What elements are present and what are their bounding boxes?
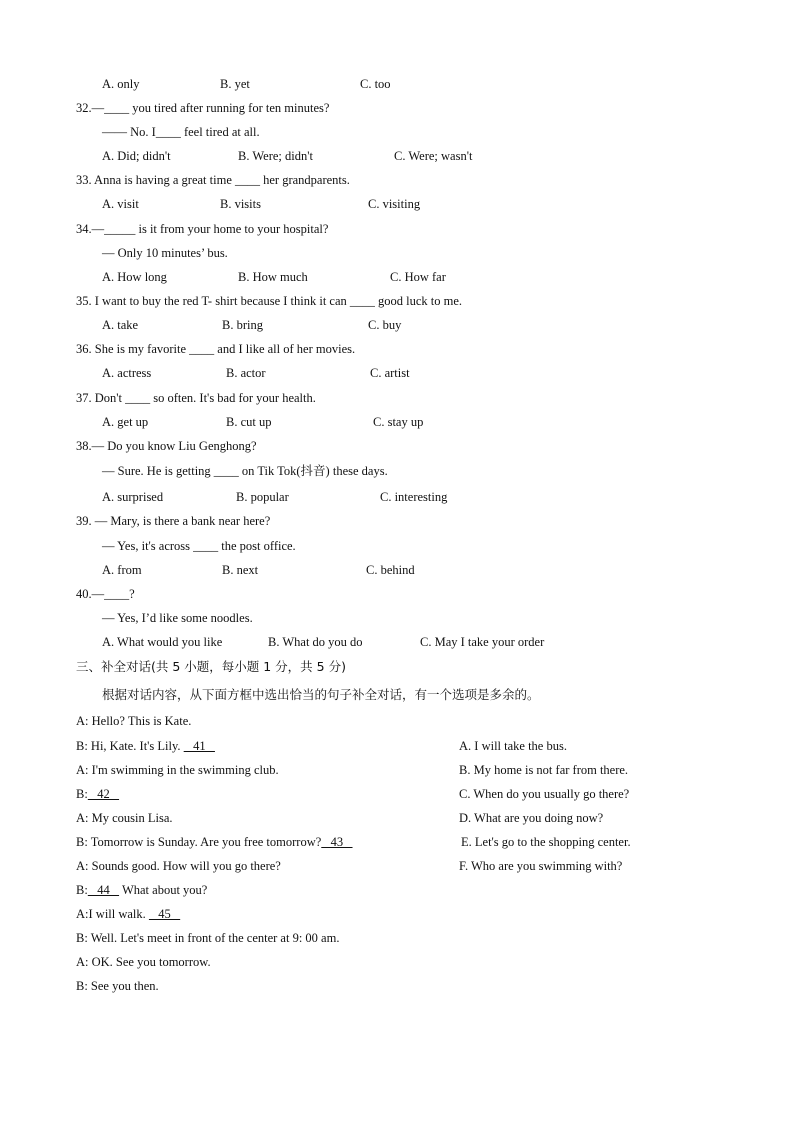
dialogue-line-9-text: A:I will walk. xyxy=(76,907,149,921)
dialogue-line-8-text: What about you? xyxy=(119,883,208,897)
dialogue-line-6 xyxy=(76,834,353,850)
q38-reply: — Sure. He is getting ____ on Tik Tok(抖音) these days. xyxy=(102,464,388,478)
q36-option-b: B. actor xyxy=(226,366,266,380)
choice-f: F. Who are you swimming with? xyxy=(459,859,623,873)
q33-option-a: A. visit xyxy=(102,197,139,211)
q40-option-a: A. What would you like xyxy=(102,635,223,649)
q37-stem: 37. Don't ____ so often. It's bad for your health. xyxy=(76,391,316,405)
blank-43[interactable]: 43 xyxy=(321,835,353,849)
q35-option-a: A. take xyxy=(102,318,139,332)
choice-c: C. When do you usually go there? xyxy=(459,787,630,801)
q35-option-c: C. buy xyxy=(368,318,402,332)
q38-stem: 38.— Do you know Liu Genghong? xyxy=(76,439,257,453)
choice-a: A. I will take the bus. xyxy=(459,739,567,753)
choice-e: E. Let's go to the shopping center. xyxy=(461,835,631,849)
dialogue-line-11: A: OK. See you tomorrow. xyxy=(76,955,211,969)
q40-reply: — Yes, I’d like some noodles. xyxy=(102,611,253,625)
q33-stem: 33. Anna is having a great time ____ her grandparents. xyxy=(76,173,350,187)
blank-42[interactable]: 42 xyxy=(87,787,120,801)
dialogue-line-2-text: B: Hi, Kate. It's Lily. xyxy=(76,739,184,753)
q34-reply: — Only 10 minutes’ bus. xyxy=(102,246,228,260)
q36-option-c: C. artist xyxy=(370,366,410,380)
q32-option-b: B. Were; didn't xyxy=(238,149,313,163)
dialogue-line-3: A: I'm swimming in the swimming club. xyxy=(76,763,279,777)
q39-reply: — Yes, it's across ____ the post office. xyxy=(102,539,296,553)
q34-option-a: A. How long xyxy=(102,270,167,284)
q36-option-a: A. actress xyxy=(102,366,152,380)
q32-option-a: A. Did; didn't xyxy=(102,149,171,163)
section3-title: 三、补全对话(共 5 小题，每小题 1 分，共 5 分) xyxy=(76,659,346,674)
q40-option-b: B. What do you do xyxy=(268,635,363,649)
dialogue-line-8 xyxy=(76,882,207,898)
q32-stem: 32.—____ you tired after running for ten minutes? xyxy=(76,101,330,115)
q31-option-c: C. too xyxy=(360,77,391,91)
dialogue-line-7: A: Sounds good. How will you go there? xyxy=(76,859,281,873)
q37-option-a: A. get up xyxy=(102,415,149,429)
q34-stem: 34.—_____ is it from your home to your hospital? xyxy=(76,222,329,236)
dialogue-line-4 xyxy=(76,786,119,802)
q40-option-c: C. May I take your order xyxy=(420,635,545,649)
q39-option-a: A. from xyxy=(102,563,142,577)
dialogue-line-10: B: Well. Let's meet in front of the center at 9: 00 am. xyxy=(76,931,340,945)
q33-option-c: C. visiting xyxy=(368,197,421,211)
q38-option-b: B. popular xyxy=(236,490,289,504)
q39-stem: 39. — Mary, is there a bank near here? xyxy=(76,514,271,528)
q37-option-c: C. stay up xyxy=(373,415,424,429)
dialogue-line-2 xyxy=(76,738,215,754)
q39-option-c: C. behind xyxy=(366,563,415,577)
dialogue-line-12: B: See you then. xyxy=(76,979,159,993)
choice-b: B. My home is not far from there. xyxy=(459,763,629,777)
q31-option-b: B. yet xyxy=(220,77,250,91)
q35-option-b: B. bring xyxy=(222,318,263,332)
q31-option-a: A. only xyxy=(102,77,140,91)
q39-option-b: B. next xyxy=(222,563,259,577)
q40-stem: 40.—____? xyxy=(76,587,135,601)
q33-option-b: B. visits xyxy=(220,197,261,211)
dialogue-line-5: A: My cousin Lisa. xyxy=(76,811,173,825)
blank-41[interactable]: 41 xyxy=(183,739,215,753)
dialogue-line-9 xyxy=(76,906,180,922)
q32-option-c: C. Were; wasn't xyxy=(394,149,473,163)
blank-45[interactable]: 45 xyxy=(148,907,181,921)
dialogue-line-1: A: Hello? This is Kate. xyxy=(76,714,192,728)
q37-option-b: B. cut up xyxy=(226,415,272,429)
q38-option-a: A. surprised xyxy=(102,490,164,504)
blank-44[interactable]: 44 xyxy=(87,883,120,897)
dialogue-line-4-text: B: xyxy=(76,787,88,801)
q36-stem: 36. She is my favorite ____ and I like all of her movies. xyxy=(76,342,356,356)
dialogue-line-6-text: B: Tomorrow is Sunday. Are you free tomorrow? xyxy=(76,835,322,849)
dialogue-line-8-prefix: B: xyxy=(76,883,88,897)
q38-option-c: C. interesting xyxy=(380,490,448,504)
q32-reply: —— No. I____ feel tired at all. xyxy=(102,125,260,139)
q35-stem: 35. I want to buy the red T- shirt because I think it can ____ good luck to me. xyxy=(76,294,463,308)
q34-option-b: B. How much xyxy=(238,270,308,284)
choice-d: D. What are you doing now? xyxy=(459,811,604,825)
q34-option-c: C. How far xyxy=(390,270,446,284)
section3-instruction: 根据对话内容，从下面方框中选出恰当的句子补全对话，有一个选项是多余的。 xyxy=(102,687,540,702)
